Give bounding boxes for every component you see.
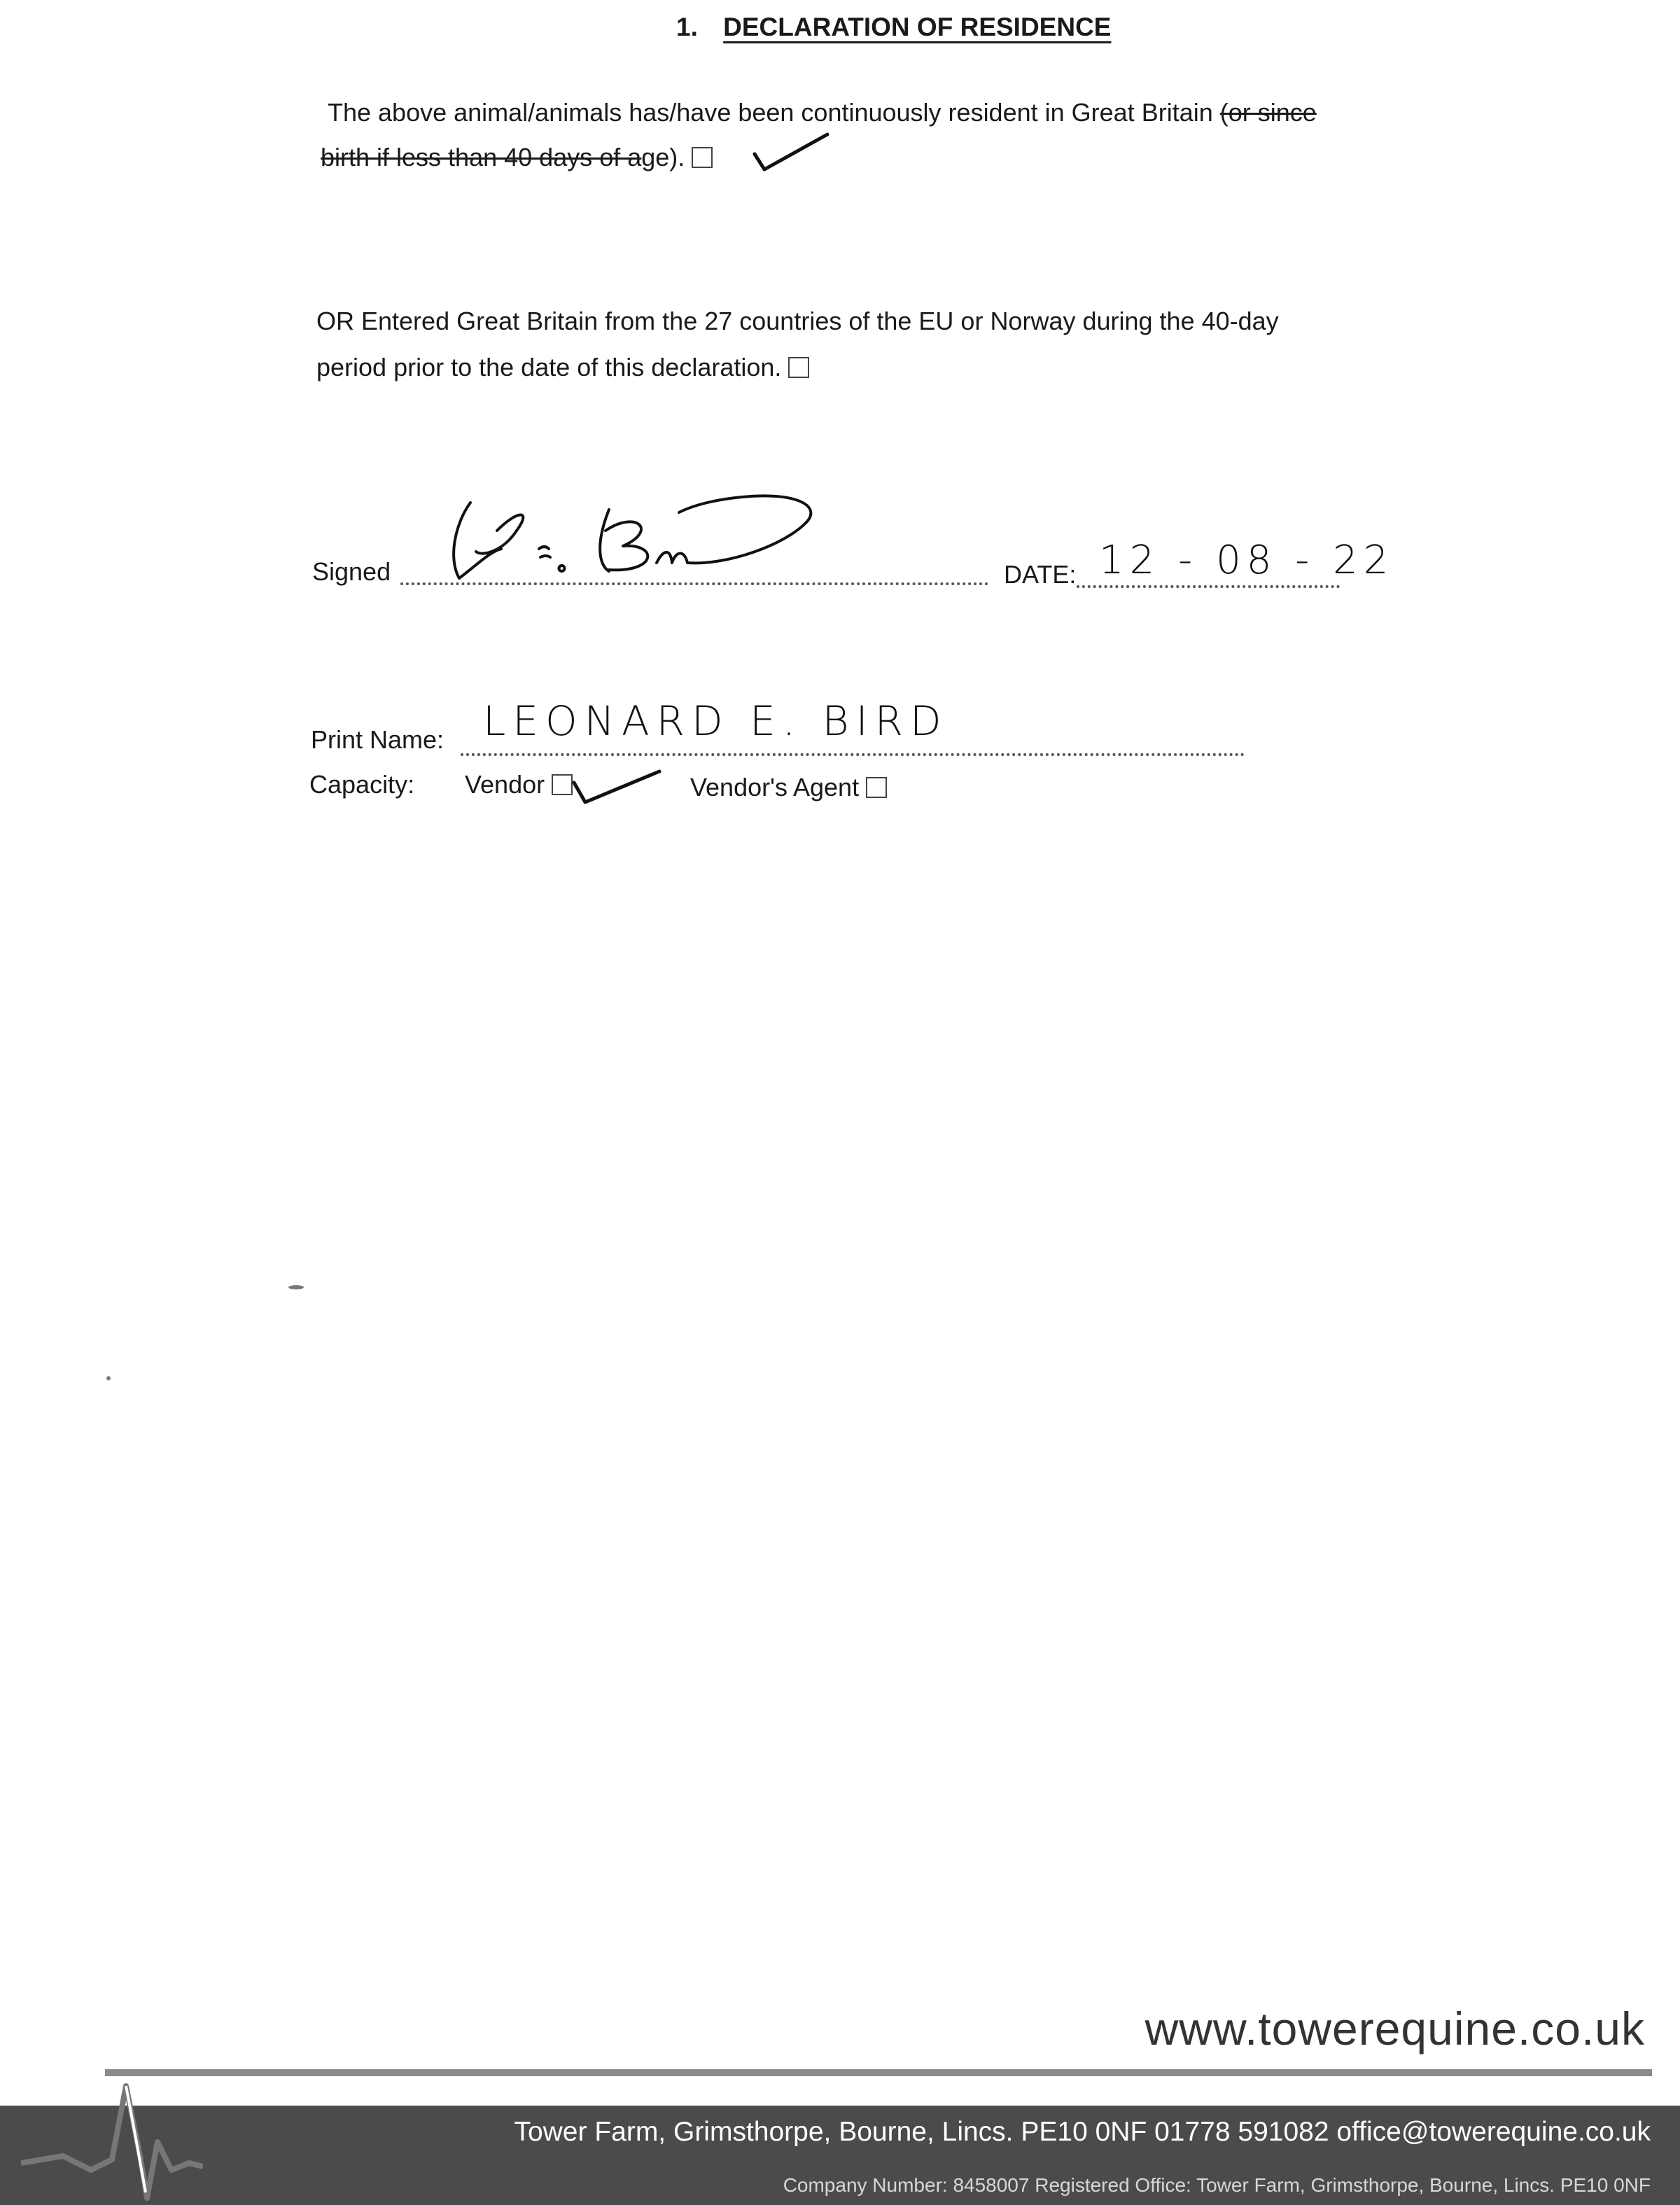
entered-line-2 <box>316 344 809 391</box>
signed-label: Signed <box>312 557 391 586</box>
section-heading <box>676 13 1111 42</box>
residence-line-2 <box>321 134 713 181</box>
entered-text: period prior to the date of this declaration. <box>316 353 782 382</box>
section-title: DECLARATION OF RESIDENCE <box>723 13 1112 41</box>
date-line <box>1077 585 1340 588</box>
vendor-checkmark-icon <box>567 762 665 811</box>
scan-speck <box>106 1376 111 1380</box>
residence-text: The above animal/animals has/have been continuously resident in Great Britain <box>328 98 1220 127</box>
scan-speck <box>288 1285 304 1289</box>
date-label: DATE: <box>1004 560 1077 589</box>
website-url: www.towerequine.co.uk <box>1144 2003 1645 2054</box>
residence-struck-text-1: (or since <box>1219 98 1317 127</box>
entered-line-1: OR Entered Great Britain from the 27 countries of the EU or Norway during the 40-day <box>316 307 1279 335</box>
footer-registration: Company Number: 8458007 Registered Office: Tower Farm, Grimsthorpe, Bourne, Lincs. PE10 0NF <box>783 2174 1651 2196</box>
print-name-line <box>461 753 1245 756</box>
date-value: 12 - 08 - 22 <box>1099 538 1394 583</box>
print-name-value: LEONARD E. BIRD <box>483 697 948 745</box>
website-divider <box>105 2069 1652 2076</box>
signature-graphic <box>434 482 826 594</box>
vendor-option <box>465 770 573 799</box>
vendor-agent-option <box>690 773 887 802</box>
residence-text-end: ge). <box>641 143 685 172</box>
print-name-label: Print Name: <box>311 725 444 754</box>
heartbeat-logo-icon <box>21 2030 203 2205</box>
residence-struck-text-2: birth if less than 40 days of a <box>321 143 642 172</box>
residence-checkmark-icon <box>749 127 833 176</box>
residence-checkbox[interactable] <box>692 147 713 168</box>
capacity-label: Capacity: <box>309 770 415 799</box>
vendor-agent-label: Vendor's Agent <box>690 773 860 802</box>
footer-address: Tower Farm, Grimsthorpe, Bourne, Lincs. PE10 0NF 01778 591082 office@towerequine.co.uk <box>514 2117 1651 2147</box>
entered-checkbox[interactable] <box>788 357 809 378</box>
section-number: 1. <box>676 13 698 41</box>
vendor-label: Vendor <box>465 770 545 799</box>
vendor-agent-checkbox[interactable] <box>866 777 887 798</box>
